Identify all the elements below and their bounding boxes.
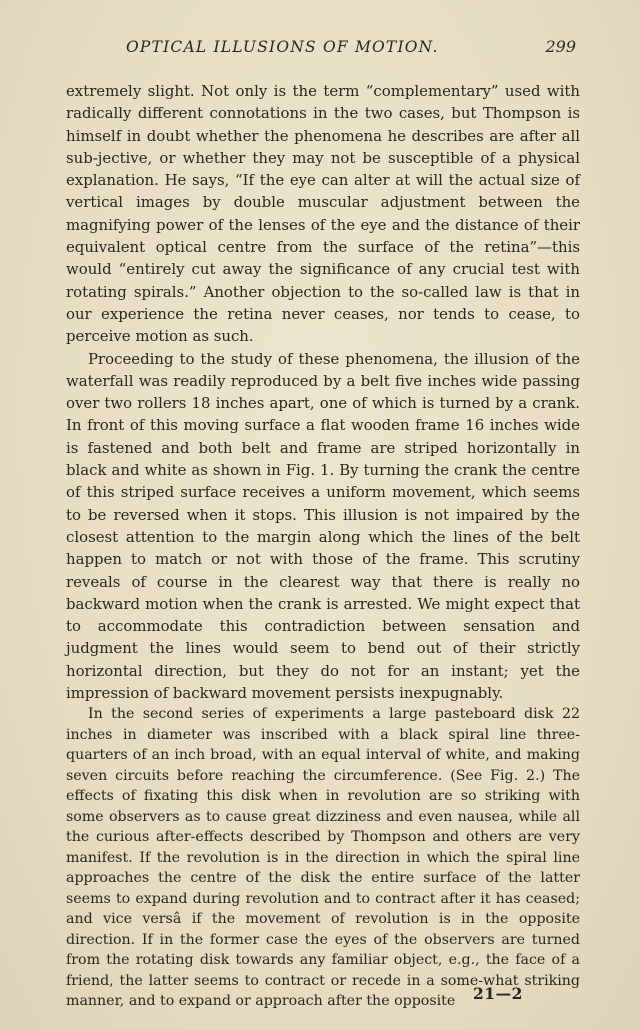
page-header <box>66 38 586 60</box>
paragraph-3: In the second series of experiments a large pasteboard disk 22 inches in diameter was inscribed with a black spiral line three-quarters of an inch broad, with an equal interval of white, and making seven circuits before reaching the circumference. (See Fig. 2.) The effects of fixating this disk when in revolution are so striking with some observers as to cause great dizziness and even nausea, while all the curious after-effects described by Thompson and others are very manifest. If the revolution is in the direction in which the spiral line approaches the centre of the disk the entire surface of the latter seems to expand during revolution and to contract after it has ceased; and vice versâ if the movement of revolution is in the opposite direction. If in the former case the eyes of the observers are turned from the rotating disk towards any familiar object, e.g., the face of a friend, the latter seems to contract or recede in a some-what striking manner, and to expand or approach after the opposite <box>66 706 580 1010</box>
body-text <box>66 80 580 1012</box>
paragraph-2: Proceeding to the study of these phenomena, the illusion of the waterfall was readily reproduced by a belt five inches wide passing over two rollers 18 inches apart, one of which is turned by a crank. In front of this moving surface a flat wooden frame 16 inches wide is fastened and both belt and frame are striped horizontally in black and white as shown in Fig. 1. By turning the crank the centre of this striped surface receives a uniform movement, which seems to be reversed when it stops. This illusion is not impaired by the closest attention to the margin along which the lines of the belt happen to match or not with those of the frame. This scrutiny reveals of course in the clearest way that there is really no backward motion when the crank is arrested. We might expect that to accommodate this contradiction between sensation and judgment the lines would seem to bend out of their strictly horizontal direction, but they do not for an instant; yet the impression of backward movement persists inexpugnably. <box>66 349 580 703</box>
signature-mark: 21—2 <box>473 984 523 1003</box>
page-number: 299 <box>545 37 576 56</box>
running-title: OPTICAL ILLUSIONS OF MOTION. <box>126 38 439 56</box>
paragraph-1: extremely slight. Not only is the term “complementary” used with radically different connotations in the two cases, but Thompson is himself in doubt whether the phenomena he describes are after all sub-jective, or whether they may not be susceptible of a physical explanation. He says, “If the eye can alter at will the actual size of vertical images by double muscular adjustment between the magnifying power of the lenses of the eye and the distance of their equivalent optical centre from the surface of the retina”—this would “entirely cut away the significance of any crucial test with rotating spirals.” Another objection to the so-called law is that in our experience the retina never ceases, nor tends to cease, to perceive motion as such. <box>66 82 580 346</box>
